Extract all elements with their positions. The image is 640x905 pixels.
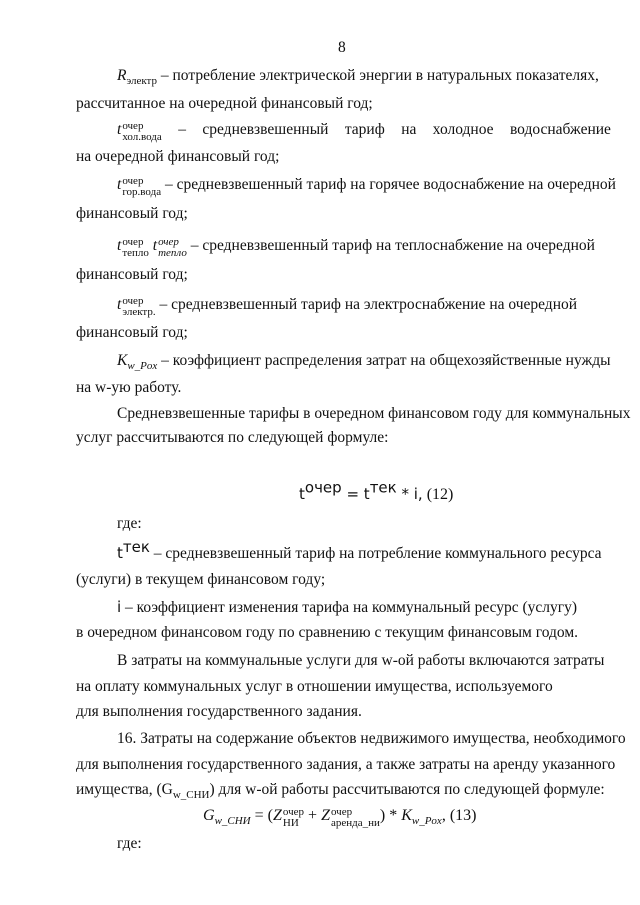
subscript: w_Pox — [411, 815, 442, 828]
superscript: тек — [122, 537, 150, 556]
definition-i — [117, 597, 577, 618]
definition-r-elektr — [117, 66, 599, 86]
symbol: t — [117, 121, 122, 138]
paragraph-utilities: В затраты на коммунальные услуги для w-ой работы включаются затраты — [117, 652, 605, 669]
subscript: аренда_ни — [330, 817, 380, 829]
symbol: K — [117, 352, 128, 369]
where-label: где: — [117, 515, 142, 532]
subscript: w_Pox — [127, 360, 158, 373]
formula-lhs: t — [299, 485, 305, 503]
symbol: K — [401, 807, 412, 824]
symbol: R — [117, 67, 127, 84]
operator: = ( — [250, 807, 273, 824]
paragraph-16: 16. Затраты на содержание объектов недвижимого имущества, необходимого — [117, 730, 626, 747]
word: на — [401, 121, 417, 138]
page-number: 8 — [338, 39, 346, 56]
superscript: очер — [330, 806, 353, 818]
symbol: Z — [321, 807, 330, 824]
superscript: очер — [122, 236, 144, 248]
word: водоснабжение — [509, 121, 611, 138]
symbol: t — [117, 237, 122, 254]
definition-t-elektr — [117, 295, 577, 318]
superscript: очер — [158, 236, 179, 248]
definition-text: – коэффициент изменения тарифа на коммунальный ресурс (услугу) — [125, 599, 578, 616]
symbol: t — [152, 237, 158, 254]
formula-rhs: t — [363, 485, 370, 503]
word: средневзвешенный — [202, 121, 329, 138]
formula-12 — [299, 478, 454, 505]
text: ) для w-ой работы рассчитываются по следующей формуле: — [209, 781, 605, 798]
paragraph-tariffs-cont: услуг рассчитываются по следующей формуле: — [76, 429, 389, 446]
operator: * i, — [396, 485, 423, 503]
operator: ) * — [379, 807, 402, 824]
definition-t-elektr-cont: финансовый год; — [76, 324, 188, 341]
formula-lhs: G — [203, 807, 215, 824]
subscript: электр — [126, 75, 158, 88]
definition-t-gor-cont: финансовый год; — [76, 205, 188, 222]
subscript: хол.вода — [122, 131, 162, 143]
subscript: НИ — [282, 817, 299, 829]
definition-text: – коэффициент распределения затрат на общехозяйственные нужды — [161, 352, 611, 369]
definition-t-teplo-cont: финансовый год; — [76, 266, 188, 283]
definition-text: – средневзвешенный тариф на теплоснабжение на очередной — [190, 237, 595, 254]
equals: = — [341, 485, 364, 503]
superscript: очер — [122, 120, 144, 132]
paragraph-utilities-cont: на оплату коммунальных услуг в отношении имущества, используемого — [76, 678, 553, 695]
definition-t-hol-cont: на очередной финансовый год; — [76, 148, 280, 165]
superscript: очер — [304, 478, 342, 497]
definition-text: – средневзвешенный тариф на электроснабжение на очередной — [159, 296, 578, 313]
superscript: очер — [122, 175, 144, 187]
symbol: t — [117, 296, 122, 313]
subscript: тепло — [158, 247, 187, 259]
where-label: где: — [117, 835, 142, 852]
superscript: очер — [122, 295, 144, 307]
subscript: w_СНИ — [172, 789, 210, 802]
definition-k-pox — [117, 351, 611, 371]
definition-t-gor — [117, 175, 616, 198]
subscript: w_СНИ — [214, 815, 251, 828]
word: тариф — [344, 121, 385, 138]
definition-r-elektr-cont: рассчитанное на очередной финансовый год; — [76, 95, 373, 112]
definition-k-pox-cont: на w-ую работу. — [76, 379, 182, 396]
symbol: t — [117, 544, 123, 562]
subscript: гор.вода — [122, 186, 162, 198]
subscript: тепло — [122, 247, 149, 259]
text: имущества, (G — [76, 781, 173, 798]
symbol: Z — [272, 807, 282, 824]
formula-13 — [203, 806, 476, 829]
subscript: электр. — [122, 306, 156, 318]
superscript: очер — [282, 806, 305, 818]
definition-t-tek — [117, 537, 602, 564]
symbol-group — [117, 120, 162, 143]
definition-t-teplo — [117, 236, 595, 259]
symbol: t — [117, 176, 122, 193]
paragraph-tariffs: Средневзвешенные тарифы в очередном финансовом году для коммунальных — [117, 405, 631, 422]
superscript: тек — [369, 478, 397, 497]
definition-text: – средневзвешенный тариф на горячее водоснабжение на очередной — [164, 176, 616, 193]
word: – — [178, 121, 186, 138]
word: холодное — [432, 121, 494, 138]
definition-t-tek-cont: (услуги) в текущем финансовом году; — [76, 571, 326, 588]
paragraph-16-cont: для выполнения государственного задания, а также затраты на аренду указанного — [76, 756, 616, 773]
paragraph-utilities-cont: для выполнения государственного задания. — [76, 703, 362, 720]
definition-t-hol — [117, 120, 611, 143]
definition-text: – средневзвешенный тариф на потребление коммунального ресурса — [153, 545, 602, 562]
operator: + — [304, 807, 322, 824]
definition-text: – потребление электрической энергии в натуральных показателях, — [160, 67, 599, 84]
formula-number: (12) — [422, 486, 454, 503]
formula-number: , (13) — [441, 807, 477, 824]
paragraph-16-cont — [76, 780, 605, 800]
definition-i-cont: в очередном финансовом году по сравнению с текущим финансовым годом. — [76, 624, 579, 641]
symbol: i — [117, 598, 122, 616]
